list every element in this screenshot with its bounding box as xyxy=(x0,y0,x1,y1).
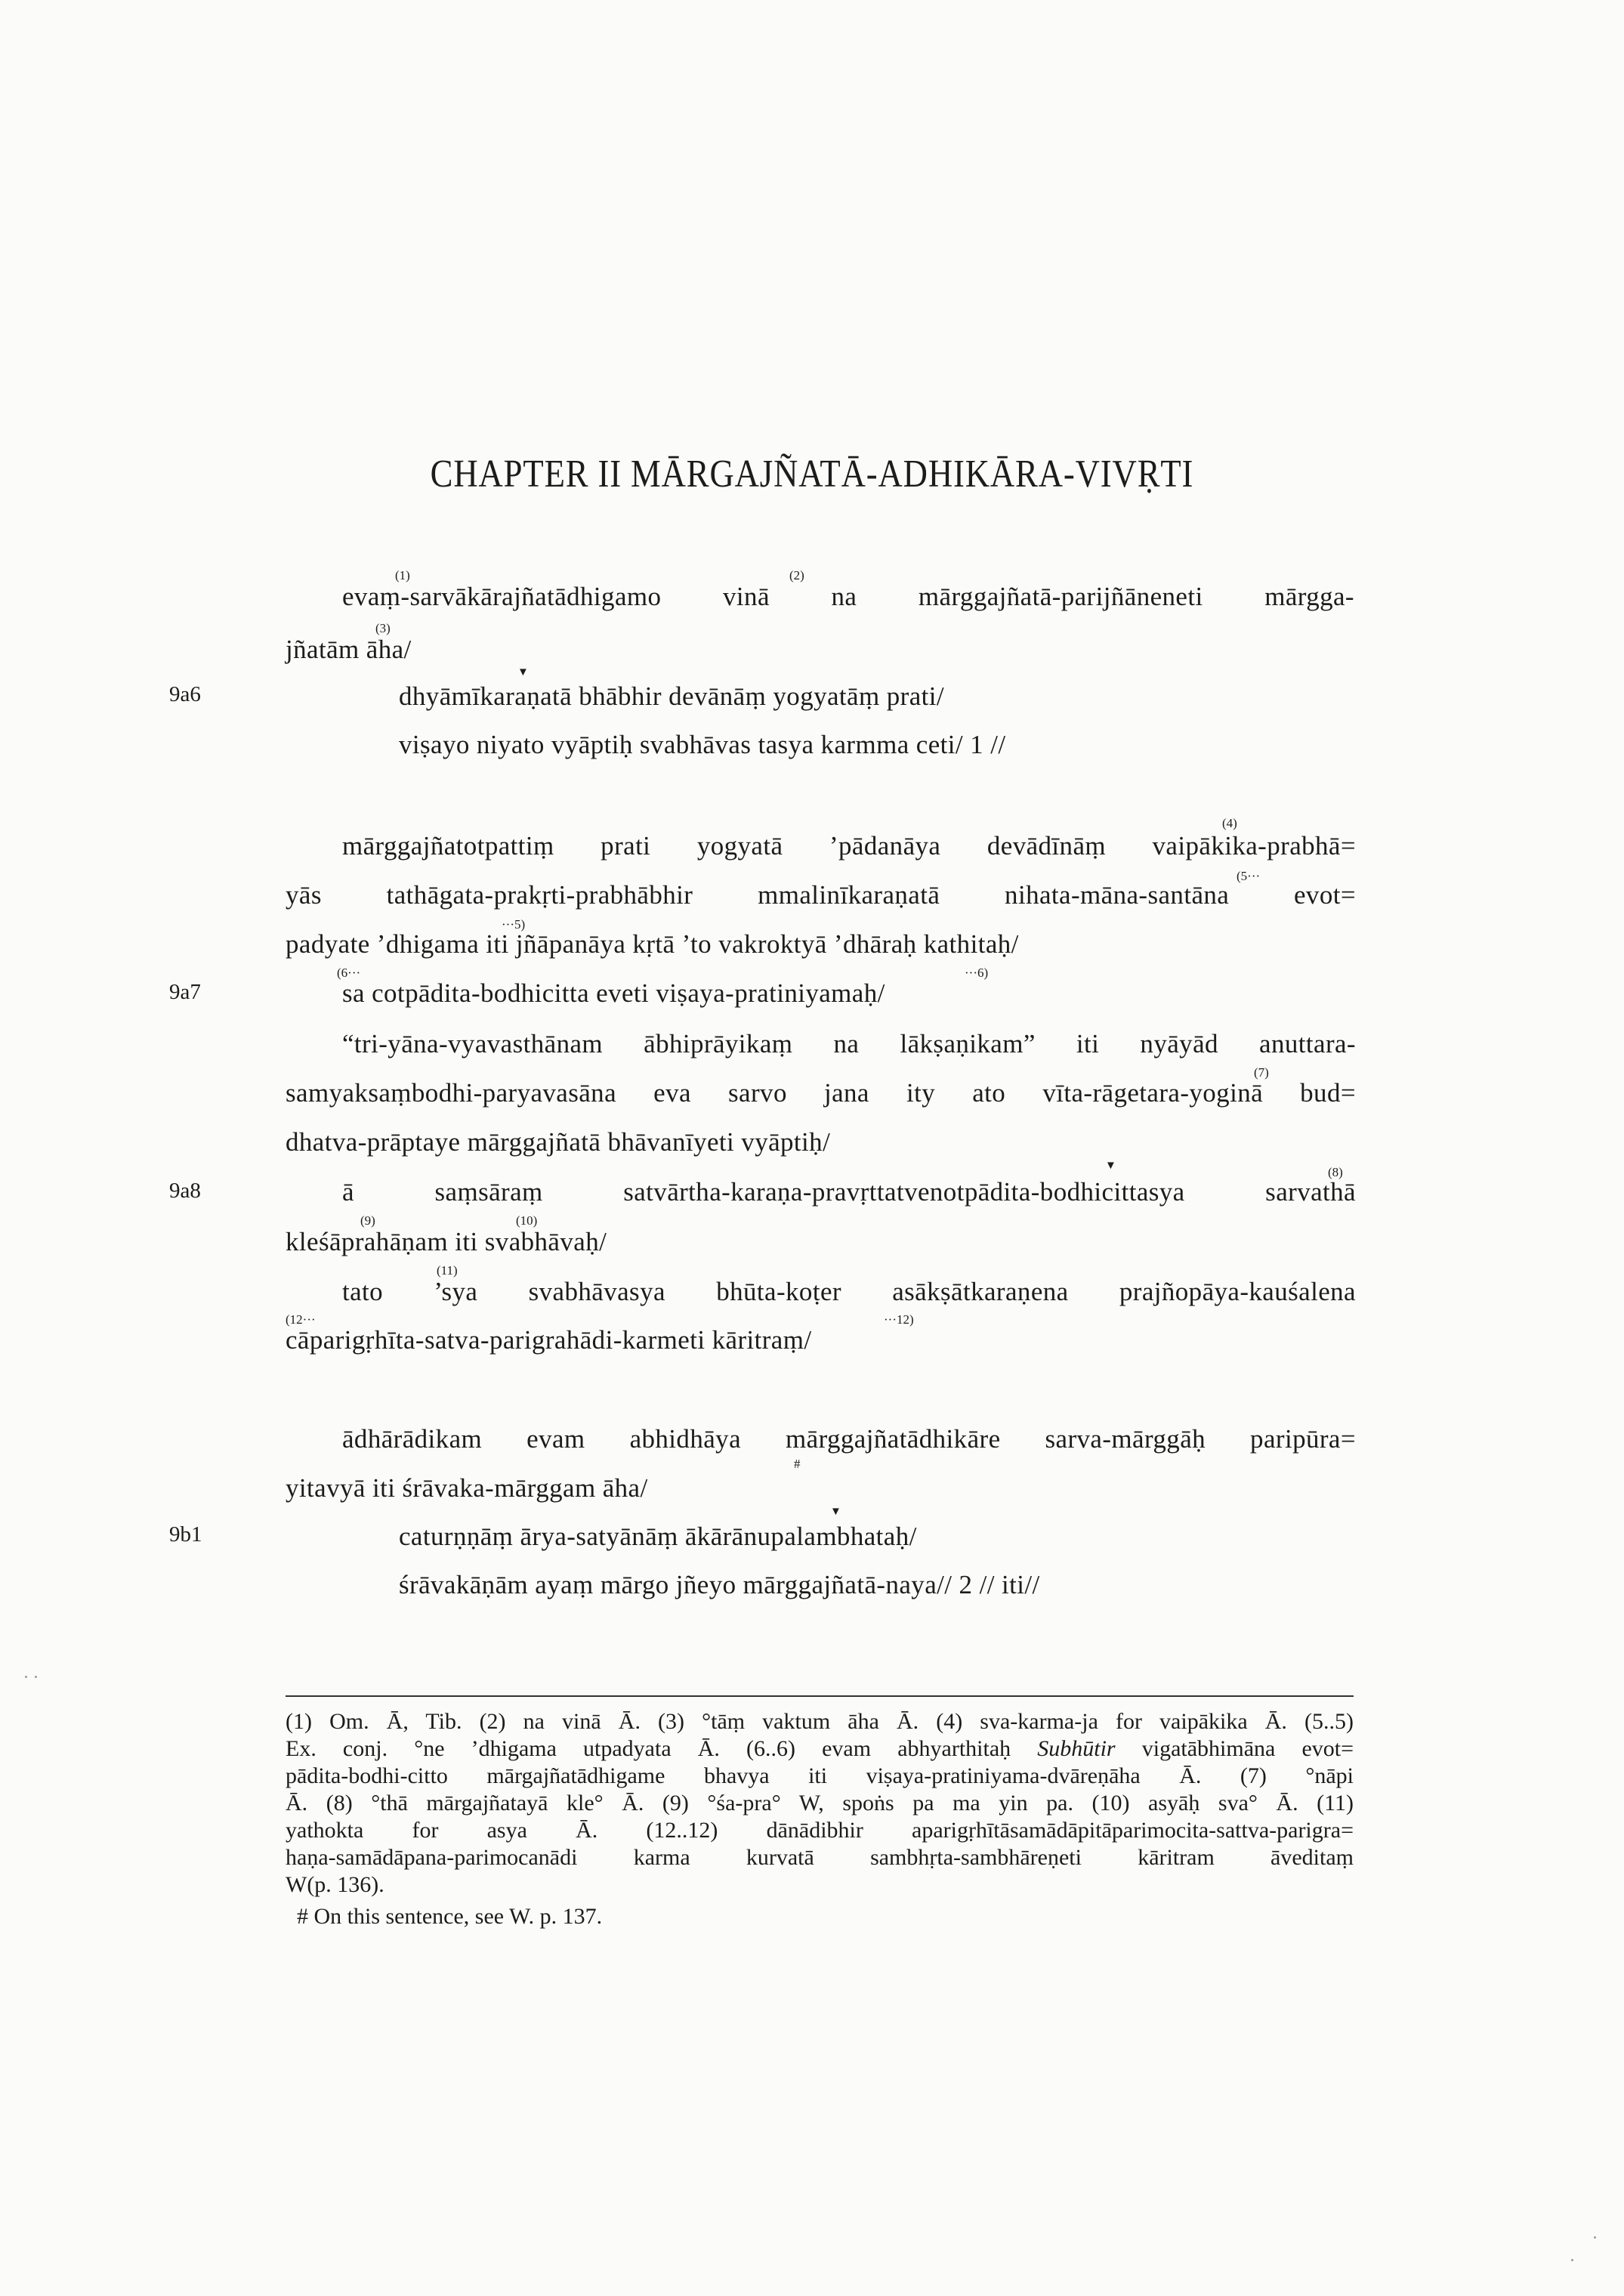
footnote-line2 xyxy=(286,1736,1354,1762)
para5-line1: ā saṃsāraṃ satvārtha-karaṇa-pravṛttatvenotpādita-bodhicittasya sarvathā xyxy=(342,1177,1356,1207)
para7-line1: ādhārādikam evam abhidhāya mārggajñatādhikāre sarva-mārggāḥ paripūra= xyxy=(342,1424,1356,1454)
para4-line3: dhatva-prāptaye mārggajñatā bhāvanīyeti vyāptiḥ/ xyxy=(286,1127,831,1157)
para4-line1: “tri-yāna-vyavasthānam ābhiprāyikaṃ na lākṣaṇikam” iti nyāyād anuttara- xyxy=(342,1029,1356,1058)
note-marker-12-close: ···12) xyxy=(884,1312,914,1327)
arrow-mark: ▼ xyxy=(1105,1160,1116,1172)
para6-line1: tato ’sya svabhāvasya bhūta-koṭer asākṣātkaraṇena prajñopāya-kauśalena xyxy=(342,1277,1356,1306)
note-marker-7: (7) xyxy=(1254,1065,1269,1080)
para1-line2: jñatām āha/ xyxy=(286,635,412,664)
verse2-line2: śrāvakāṇām ayaṃ mārgo jñeyo mārggajñatā-naya// 2 // iti// xyxy=(399,1570,1040,1599)
arrow-mark: ▼ xyxy=(830,1506,841,1518)
note-marker-5-open: (5··· xyxy=(1237,869,1261,883)
scan-speck xyxy=(1594,2236,1596,2239)
note-marker-8: (8) xyxy=(1328,1165,1343,1179)
note-marker-9: (9) xyxy=(360,1213,375,1228)
verse1-line2: viṣayo niyato vyāptiḥ svabhāvas tasya karmma ceti/ 1 // xyxy=(399,730,1006,759)
arrow-mark: ▼ xyxy=(517,666,529,678)
footnote-name-subhutir: Subhūtir xyxy=(1037,1736,1116,1761)
scan-speck xyxy=(35,1676,37,1678)
margin-ref-9a7: 9a7 xyxy=(169,980,201,1004)
para6-line2: cāparigṛhīta-satva-parigrahādi-karmeti kāritraṃ/ xyxy=(286,1325,812,1355)
hash-mark: # xyxy=(794,1457,801,1471)
scan-speck xyxy=(1571,2259,1573,2261)
para2-line1: mārggajñatotpattiṃ prati yogyatā ’pādanāya devādīnāṃ vaipākika-prabhā= xyxy=(342,831,1356,861)
para2-line3: padyate ’dhigama iti jñāpanāya kṛtā ’to vakroktyā ’dhāraḥ kathitaḥ/ xyxy=(286,929,1019,959)
verse1-line1: dhyāmīkaraṇatā bhābhir devānāṃ yogyatāṃ prati/ xyxy=(399,681,945,711)
margin-ref-9a6: 9a6 xyxy=(169,682,201,706)
note-marker-5-close: ···5) xyxy=(502,917,526,932)
margin-ref-9a8: 9a8 xyxy=(169,1179,201,1203)
footnote-line3: pādita-bodhi-citto mārgajñatādhigame bhavya iti viṣaya-pratiniyama-dvāreṇāha Ā. (7) °nāpi xyxy=(286,1763,1354,1788)
para1-line1: evaṃ-sarvākārajñatādhigamo vinā na mārggajñatā-parijñāneneti mārgga- xyxy=(342,582,1354,611)
margin-ref-9b1: 9b1 xyxy=(169,1522,202,1547)
note-marker-1: (1) xyxy=(395,568,410,582)
footnote-line8: # On this sentence, see W. p. 137. xyxy=(297,1904,603,1929)
note-marker-4: (4) xyxy=(1222,816,1237,830)
footnote-line7: W(p. 136). xyxy=(286,1872,384,1897)
note-marker-3: (3) xyxy=(375,621,391,635)
footnote-line5: yathokta for asya Ā. (12..12) dānādibhir aparigṛhītāsamādāpitāparimocita-sattva-parigra= xyxy=(286,1818,1354,1843)
note-marker-11: (11) xyxy=(437,1263,458,1278)
verse2-line1: caturṇṇāṃ ārya-satyānāṃ ākārānupalambhataḥ/ xyxy=(399,1522,917,1551)
note-marker-6-open: (6··· xyxy=(337,966,361,980)
para4-line2: samyaksaṃbodhi-paryavasāna eva sarvo jana ity ato vīta-rāgetara-yoginā bud= xyxy=(286,1078,1356,1108)
scan-speck xyxy=(25,1676,27,1678)
note-marker-2: (2) xyxy=(789,568,804,582)
para3-line1: sa cotpādita-bodhicitta eveti viṣaya-pratiniyamaḥ/ xyxy=(342,978,885,1008)
footnote-line4: Ā. (8) °thā mārgajñatayā kle° Ā. (9) °śa-pra° W, spoṅs pa ma yin pa. (10) asyāḥ sva° Ā. (11) xyxy=(286,1791,1354,1815)
para7-line2: yitavyā iti śrāvaka-mārggam āha/ xyxy=(286,1473,648,1503)
note-marker-10: (10) xyxy=(516,1213,538,1228)
footnote-line2-text: Ex. conj. °ne ’dhigama utpadyata Ā. (6..6) evam abhyarthitaḥ xyxy=(286,1736,1011,1761)
footnote-line1: (1) Om. Ā, Tib. (2) na vinā Ā. (3) °tāṃ vaktum āha Ā. (4) sva-karma-ja for vaipākika Ā. (5..5) xyxy=(286,1709,1354,1734)
note-marker-6-close: ···6) xyxy=(965,966,989,980)
footnote-separator xyxy=(286,1695,1354,1697)
footnote-line2-end: vigatābhimāna evot= xyxy=(1141,1736,1354,1761)
para5-line2: kleśāprahāṇam iti svabhāvaḥ/ xyxy=(286,1227,607,1256)
chapter-title: CHAPTER II MĀRGAJÑATĀ-ADHIKĀRA-VIVṚTI xyxy=(430,453,1194,496)
para2-line2: yās tathāgata-prakṛti-prabhābhir mmalinīkaraṇatā nihata-māna-santāna evot= xyxy=(286,880,1356,910)
note-marker-12-open: (12··· xyxy=(286,1312,316,1327)
footnote-line6: haṇa-samādāpana-parimocanādi karma kurvatā sambhṛta-sambhāreṇeti kāritram āveditaṃ xyxy=(286,1845,1354,1870)
